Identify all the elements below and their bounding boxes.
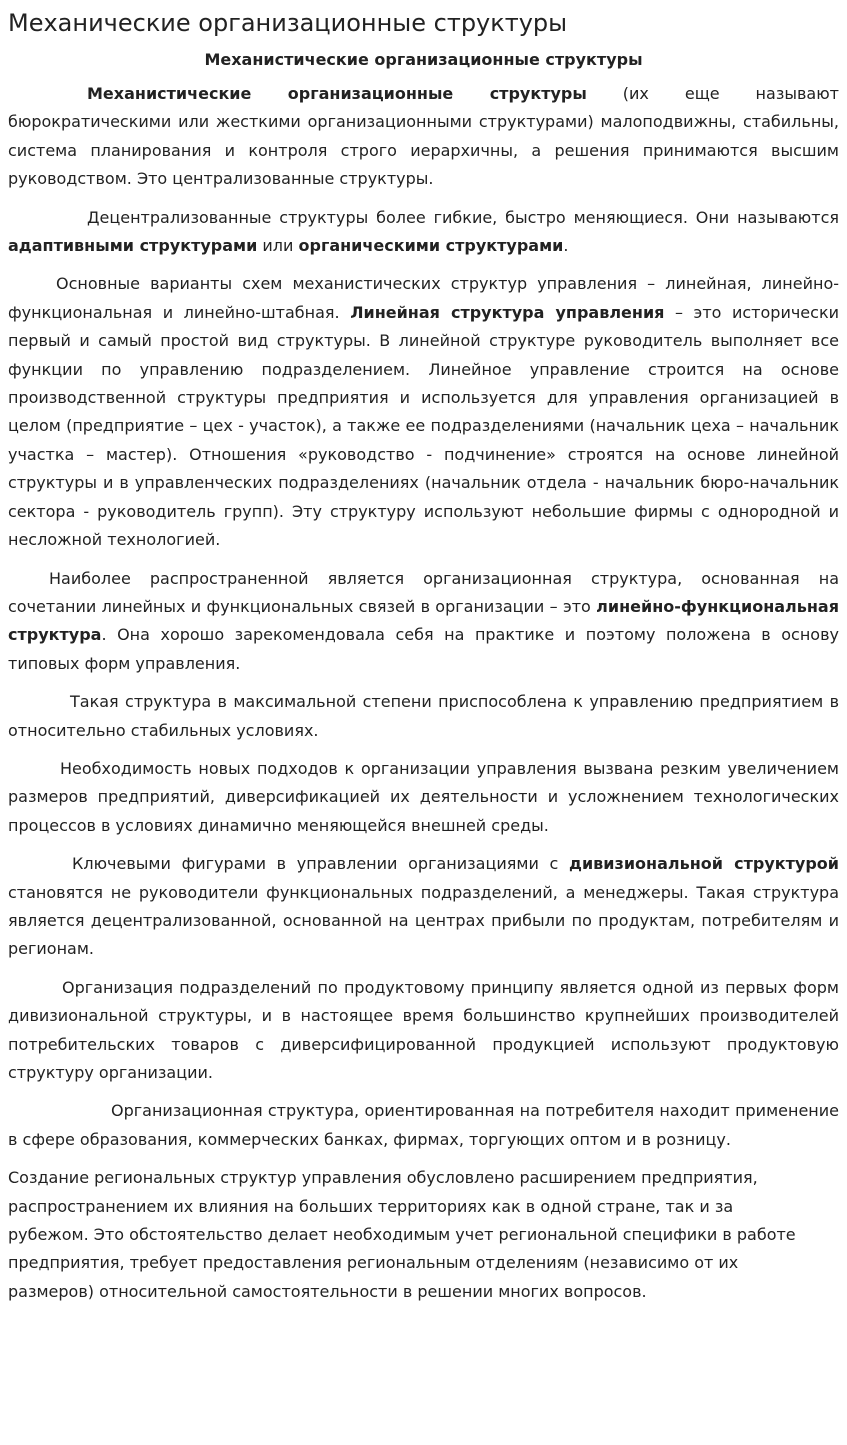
paragraph-text: .	[563, 236, 569, 256]
paragraph-linear-functional	[8, 565, 839, 679]
paragraph-stable-conditions	[8, 688, 839, 745]
paragraph-text: Такая структура в максимальной степени приспособлена к управлению предприятием в относительно стабильных условиях.	[8, 692, 839, 740]
section-subtitle: Механистические организационные структуры	[204, 50, 643, 69]
paragraph-regional	[8, 1164, 808, 1306]
paragraph-linear	[8, 270, 839, 554]
paragraph-text: Наиболее распространенной является организационная структура, основанная на сочетании линейных и функциональных связей в организации – это	[8, 568, 839, 616]
term-linear-structure: Линейная структура управления	[350, 302, 665, 322]
paragraph-text: Создание региональных структур управления обусловлено расширением предприятия, распространением их влияния на больших территориях как в одной стране, так и за рубежом. Это обстоятельство делает необходимым учет региональной специфики в работе предприятия, требует предоставления региональным отделениям (независимо от их размеров) относительной самостоятельности в решении многих вопросов.	[8, 1168, 796, 1301]
paragraph-divisional	[8, 850, 839, 964]
paragraph-decentralized	[8, 204, 839, 261]
paragraph-text: (их еще называют бюрократическими или жесткими организационными структурами) малоподвижны, стабильны, система планирования и контроля строго иерархичны, а решения принимаются высшим руководством. Это централизованные структуры.	[8, 84, 839, 189]
paragraph-text: Организационная структура, ориентированная на потребителя находит применение в сфере образования, коммерческих банках, фирмах, торгующих оптом и в розницу.	[8, 1101, 839, 1149]
paragraph-text: Необходимость новых подходов к организации управления вызвана резким увеличением размеров предприятий, диверсификацией их деятельности и усложнением технологических процессов в условиях динамично меняющейся внешней среды.	[8, 758, 839, 835]
paragraph-text: Ключевыми фигурами в управлении организациями с	[72, 854, 570, 874]
term-adaptive: адаптивными структурами	[8, 236, 258, 256]
term-organic: органическими структурами	[298, 236, 564, 256]
term-mechanistic: Механистические организационные структуры	[87, 84, 587, 103]
term-divisional: дивизиональной структурой	[569, 854, 840, 874]
paragraph-text: Основные варианты схем механистических структур управления – линейная, линейно-функциональная и линейно-штабная.	[8, 274, 839, 322]
term-linear-functional: линейно-функциональная структура	[8, 596, 839, 645]
paragraph-text: Организация подразделений по продуктовому принципу является одной из первых форм дивизиональной структуры, и в настоящее время большинство крупнейших производителей потребительских товаров с диверсифицированной продукцией используют продуктовую структуру организации.	[8, 977, 839, 1082]
paragraph-new-approaches	[8, 755, 839, 840]
paragraph-text: . Она хорошо зарекомендовала себя на практике и поэтому положена в основу типовых форм управления.	[8, 625, 839, 673]
paragraph-consumer	[8, 1097, 839, 1154]
paragraph-text: или	[257, 236, 299, 256]
paragraph-text: – это исторически первый и самый простой вид структуры. В линейной структуре руководитель выполняет все функции по управлению подразделением. Линейное управление строится на основе производственной структуры предприятия и используется для управления организацией в целом (предприятие – цех - участок), а также ее подразделениями (начальник цеха – начальник участка – мастер). Отношения «руководство - подчинение» строятся на основе линейной структуры и в управленческих подразделениях (начальник отдела - начальник бюро-начальник сектора - руководитель групп). Эту структуру используют небольшие фирмы с однородной и несложной технологией.	[8, 302, 840, 550]
paragraph-mechanistic	[8, 80, 839, 194]
paragraph-product	[8, 974, 839, 1088]
paragraph-text: Децентрализованные структуры более гибкие, быстро меняющиеся. Они называются	[87, 207, 839, 227]
paragraph-text: становятся не руководители функциональных подразделений, а менеджеры. Такая структура является децентрализованной, основанной на центрах прибыли по продуктам, потребителям и регионам.	[8, 882, 839, 959]
page-title: Механические организационные структуры	[8, 9, 568, 37]
